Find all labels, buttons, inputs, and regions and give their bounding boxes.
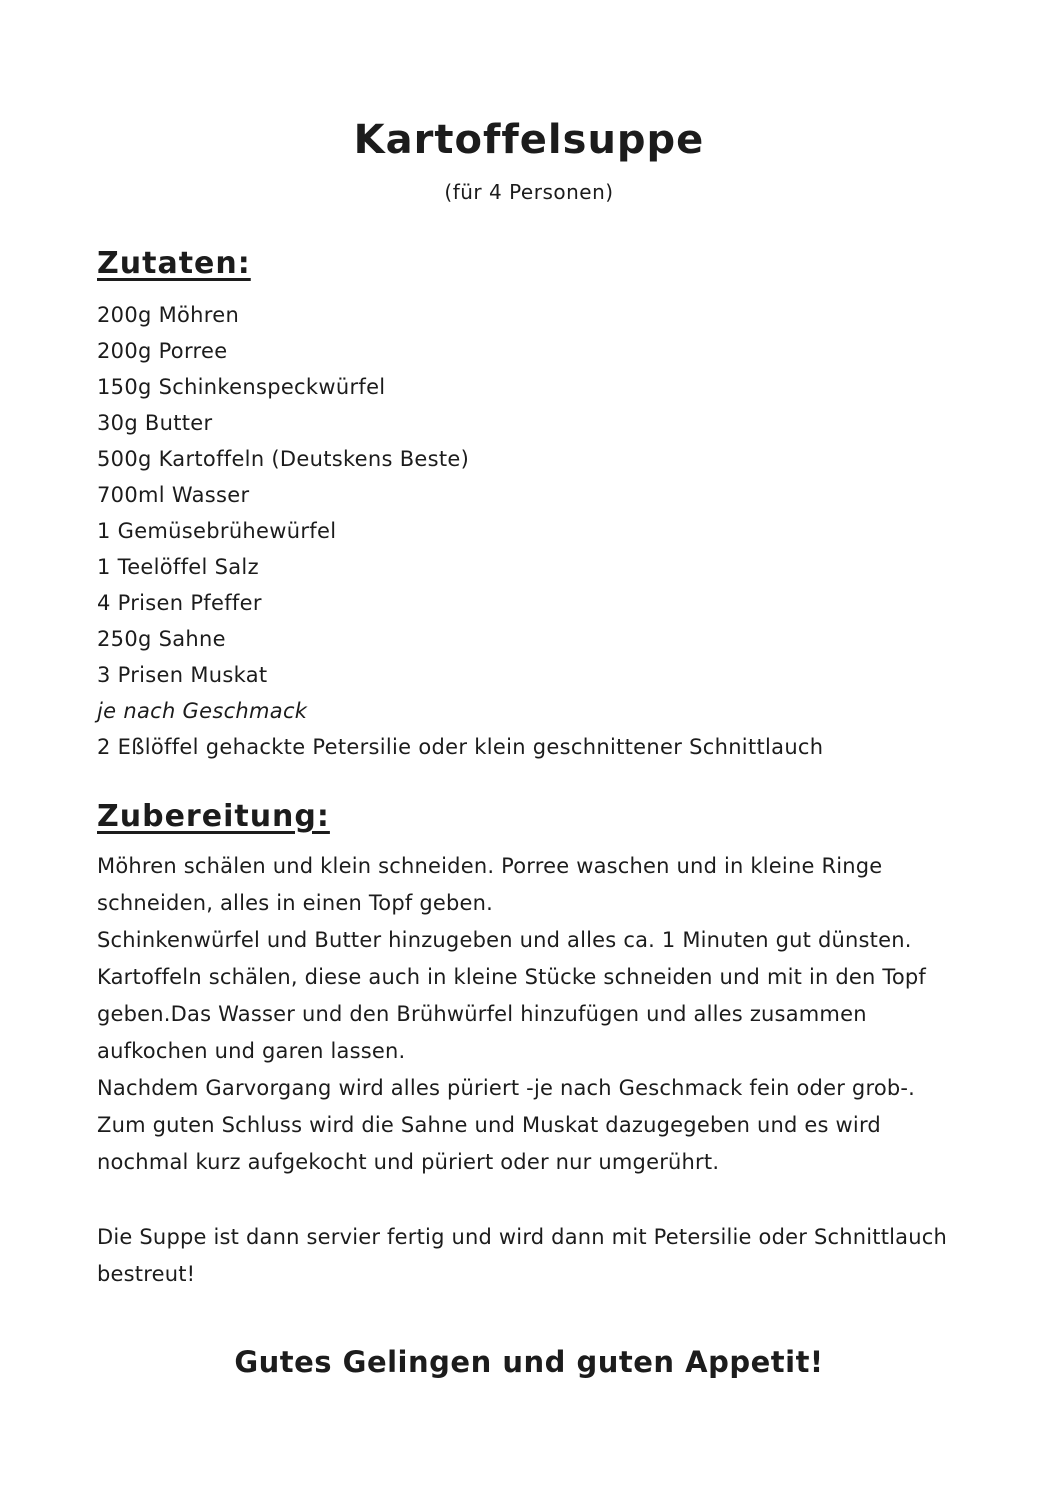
page-subtitle: (für 4 Personen) (444, 180, 614, 204)
ingredient-item: 150g Schinkenspeckwürfel (97, 375, 386, 399)
page-title: Kartoffelsuppe (353, 117, 705, 163)
ingredient-item: 250g Sahne (97, 627, 226, 651)
ingredient-item: 700ml Wasser (97, 483, 250, 507)
closing-note: Die Suppe ist dann servier fertig und wird dann mit Petersilie oder Schnittlauch bestreut! (97, 1225, 948, 1286)
footer (97, 1345, 961, 1379)
ingredient-item: 1 Gemüsebrühewürfel (97, 519, 337, 543)
ingredient-item: 2 Eßlöffel gehackte Petersilie oder klein geschnittener Schnittlauch (97, 735, 824, 759)
preparation-paragraph: Schinkenwürfel und Butter hinzugeben und alles ca. 1 Minuten gut dünsten. (97, 928, 912, 952)
preparation-paragraph: Kartoffeln schälen, diese auch in kleine Stücke schneiden und mit in den Topf geben.Das Wasser und den Brühwürfel hinzufügen und alles zusammen aufkochen und garen lassen. (97, 965, 927, 1063)
ingredient-item: 1 Teelöffel Salz (97, 555, 259, 579)
ingredient-item: 500g Kartoffeln (Deutskens Beste) (97, 447, 470, 471)
ingredient-item: je nach Geschmack (97, 699, 308, 723)
footer-message: Gutes Gelingen und guten Appetit! (234, 1345, 824, 1379)
ingredient-item: 200g Porree (97, 339, 228, 363)
preparation-paragraph: Möhren schälen und klein schneiden. Porree waschen und in kleine Ringe schneiden, alles in einen Topf geben. (97, 854, 883, 915)
ingredient-item: 200g Möhren (97, 303, 240, 327)
preparation-paragraphs (97, 848, 961, 1181)
preparation-heading: Zubereitung: (97, 799, 330, 834)
preparation-paragraph: Nachdem Garvorgang wird alles püriert -je nach Geschmack fein oder grob-. (97, 1076, 916, 1100)
ingredient-item: 4 Prisen Pfeffer (97, 591, 262, 615)
preparation-section (97, 799, 961, 1293)
ingredients-section (97, 246, 961, 765)
ingredients-heading: Zutaten: (97, 246, 251, 281)
ingredient-item: 3 Prisen Muskat (97, 663, 268, 687)
ingredients-list (97, 297, 961, 765)
title-block (97, 118, 961, 204)
ingredient-item: 30g Butter (97, 411, 213, 435)
preparation-paragraph: Zum guten Schluss wird die Sahne und Muskat dazugegeben und es wird nochmal kurz aufgekocht und püriert oder nur umgerührt. (97, 1113, 881, 1174)
